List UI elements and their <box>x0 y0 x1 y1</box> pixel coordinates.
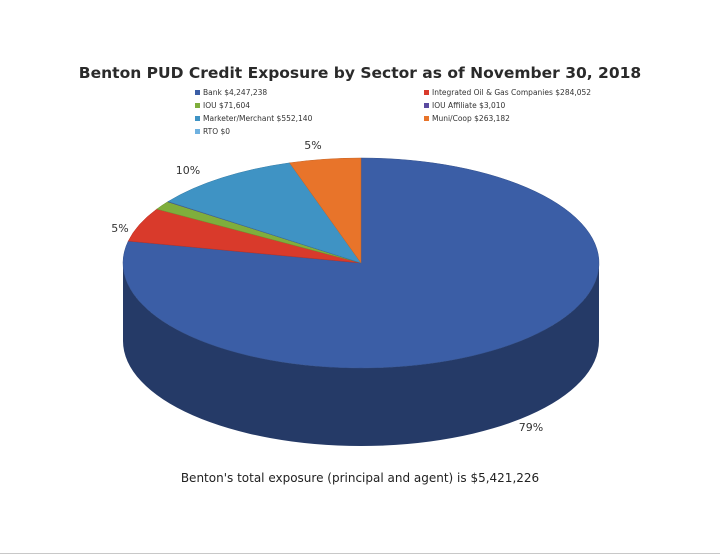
data-label-bank: 79% <box>518 421 544 434</box>
chart-title: Benton PUD Credit Exposure by Sector as of November 30, 2018 <box>78 64 642 82</box>
legend-label: RTO $0 <box>203 127 231 136</box>
legend-label: IOU Affiliate $3,010 <box>432 101 506 110</box>
legend-label: IOU $71,604 <box>203 101 251 110</box>
data-label-marketer-merchant: 10% <box>175 164 201 177</box>
legend-label: Muni/Coop $263,182 <box>432 114 510 123</box>
legend-label: Integrated Oil & Gas Companies $284,052 <box>432 88 592 97</box>
legend-label: Marketer/Merchant $552,140 <box>203 114 313 123</box>
page-edge-line <box>0 553 720 554</box>
total-exposure-note: Benton's total exposure (principal and agent) is $5,421,226 <box>180 471 540 485</box>
data-label-muni-coop: 5% <box>304 139 322 152</box>
legend-label: Bank $4,247,238 <box>203 88 268 97</box>
data-label-integrated-oil-and-gas-companies: 5% <box>111 222 129 235</box>
